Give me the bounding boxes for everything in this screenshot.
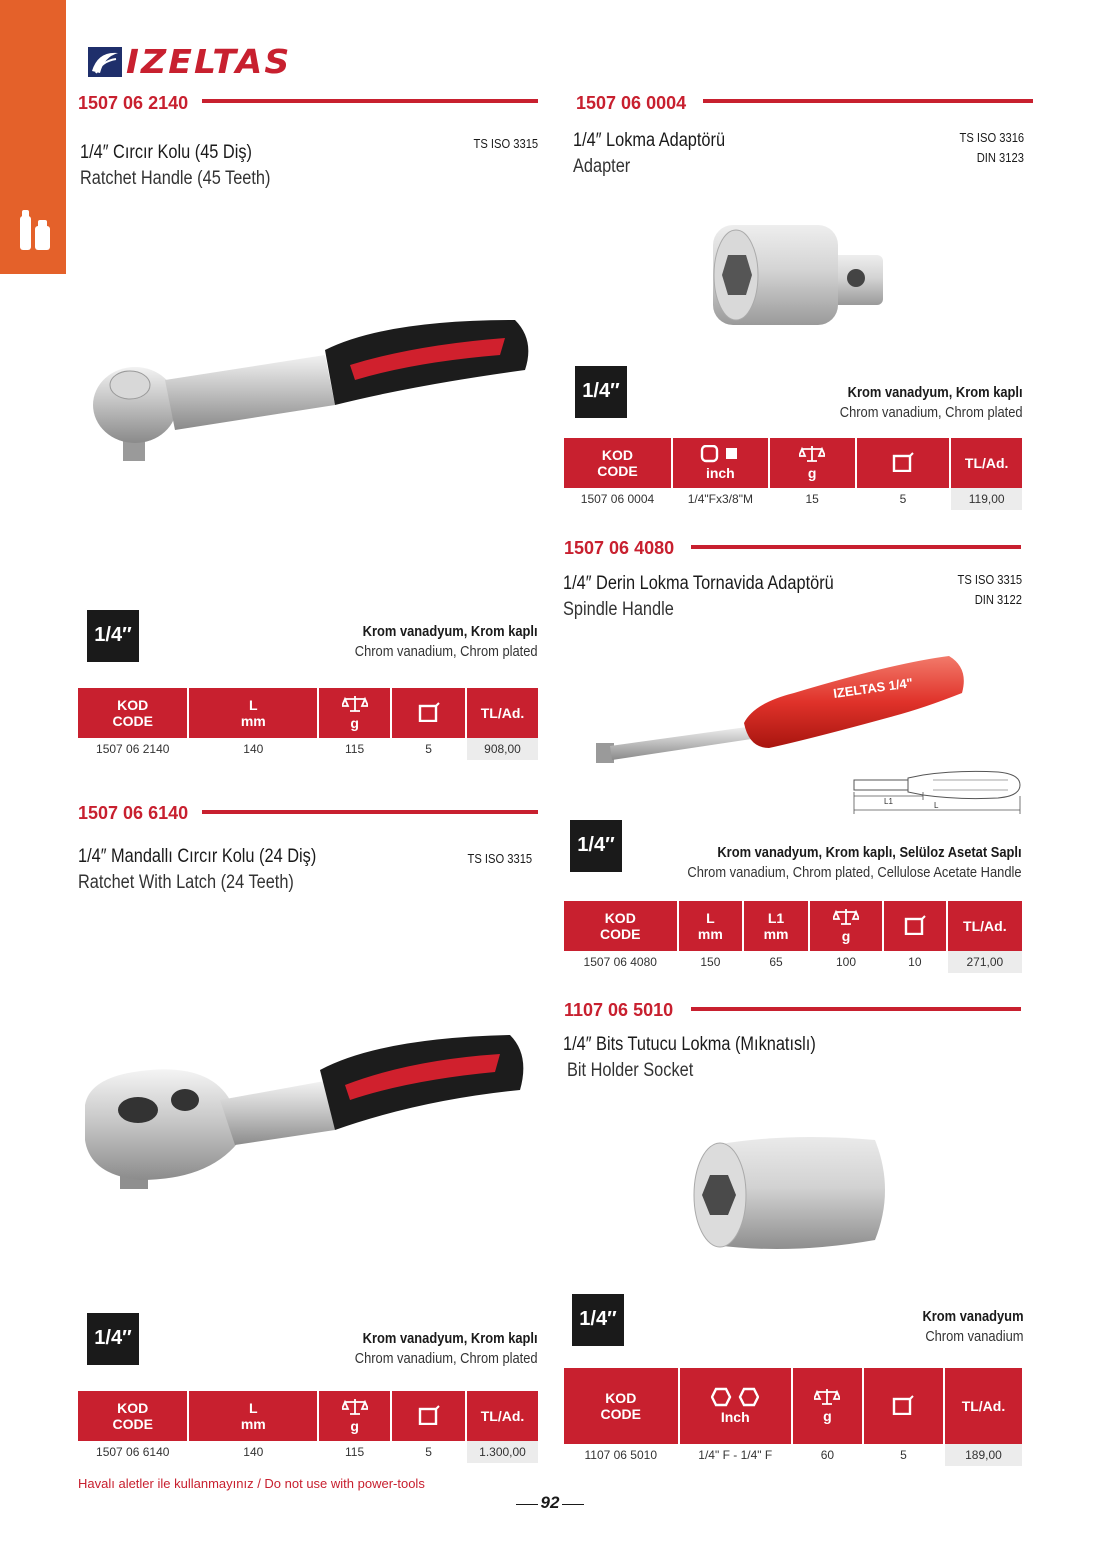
cell-package: 5 [899,492,907,506]
package-box-icon [892,1395,914,1415]
header-code: KOD CODE [78,688,187,738]
product-title-tr: 1/4″ Bits Tutucu Lokma (Mıknatıslı) [563,1034,816,1055]
header-drive: Inch [680,1368,791,1444]
product-title-tr: 1/4″ Derin Lokma Tornavida Adaptörü [563,573,834,594]
table-row [564,488,1022,510]
table-row [78,1441,538,1463]
header-code: KOD CODE [564,901,677,951]
spec-table [562,1368,1024,1466]
header-code: KOD CODE [78,1391,187,1441]
cell-code: 1507 06 0004 [580,492,655,506]
material-info [688,843,1022,883]
header-length: L mm [189,688,317,738]
cell-weight: 115 [345,742,365,756]
standard-label: TS ISO 3315 [957,572,1022,587]
product-title-en: Spindle Handle [563,599,674,620]
material-info [923,1307,1024,1347]
dimension-diagram [848,770,1024,814]
product-code-heading: 1107 06 5010 [564,1000,674,1020]
header-price: TL/Ad. [951,438,1022,488]
product-code-heading: 1507 06 4080 [564,538,675,558]
cell-package: 5 [900,1448,907,1462]
size-badge: 1/4″ [87,1313,139,1365]
header-package [884,901,946,951]
product-code-heading: 1507 06 6140 [78,803,189,823]
header-length-l1: L1 mm [744,901,808,951]
cell-weight: 100 [835,955,856,969]
header-package [857,438,950,488]
cell-length: 140 [243,742,264,756]
cell-length: 140 [243,1445,264,1459]
cell-package: 5 [425,742,432,756]
material-en: Chrom vanadium, Chrom plated [355,1350,538,1367]
material-tr: Krom vanadyum, Krom kaplı [363,1330,538,1347]
cell-code: 1107 06 5010 [584,1448,657,1462]
cell-drive: 1/4" F - 1/4" F [698,1448,773,1462]
weight-scale-icon [814,1388,840,1406]
table-row [564,951,1022,973]
spec-table [76,688,540,760]
cell-price: 189,00 [945,1444,1022,1466]
header-code: KOD CODE [564,1368,678,1444]
product-title-tr: 1/4″ Mandallı Cırcır Kolu (24 Diş) [78,846,317,867]
size-badge: 1/4″ [570,820,622,872]
header-weight: g [770,438,855,488]
size-badge: 1/4″ [87,610,139,662]
heading-rule [691,545,1021,549]
ratchet-latch-image [80,1030,530,1195]
standard-label: TS ISO 3315 [473,136,538,151]
header-length: L mm [189,1391,317,1441]
size-badge: 1/4″ [572,1294,624,1346]
header-package [864,1368,943,1444]
header-price: TL/Ad. [467,1391,538,1441]
cell-length-l1: 65 [769,955,783,969]
size-badge: 1/4″ [575,366,627,418]
handle-brand-label: IZELTAS 1/4" [832,674,914,701]
material-en: Chrom vanadium [925,1328,1024,1345]
product-title-tr: 1/4″ Lokma Adaptörü [573,130,726,151]
product-title-en: Ratchet With Latch (24 Teeth) [78,872,294,893]
heading-rule [202,810,538,814]
package-box-icon [418,1405,440,1425]
bit-holder-socket-image [690,1130,900,1260]
brand-logo: IZELTAS [126,42,292,81]
header-price: TL/Ad. [467,688,538,738]
cell-price: 1.300,00 [467,1441,538,1463]
header-code: KOD CODE [564,438,671,488]
header-weight: g [319,1391,390,1441]
cell-price: 119,00 [951,488,1022,510]
cell-price: 908,00 [467,738,538,760]
cell-code: 1507 06 6140 [96,1445,170,1459]
page-number-rule-right [562,1504,584,1505]
weight-scale-icon [833,908,859,926]
package-box-icon [418,702,440,722]
page-number: 92 [540,1493,560,1512]
heading-rule [703,99,1033,103]
material-tr: Krom vanadyum, Krom kaplı, Selüloz Asetat Saplı [717,844,1022,861]
header-weight: g [793,1368,862,1444]
spec-table [76,1391,540,1463]
material-info [355,1329,538,1369]
package-box-icon [904,915,926,935]
cell-price: 271,00 [948,951,1022,973]
cell-length: 150 [700,955,721,969]
header-length: L mm [679,901,743,951]
square-drive-icon [700,445,740,463]
heading-rule [691,1007,1021,1011]
header-weight: g [319,688,390,738]
cell-drive: 1/4"Fx3/8"M [687,492,753,506]
spindle-handle-image [594,648,974,773]
cell-code: 1507 06 4080 [583,955,657,969]
ratchet-handle-image [85,310,535,470]
standard-label: DIN 3123 [976,150,1024,165]
package-box-icon [892,452,914,472]
product-title-en: Adapter [573,156,631,177]
cell-package: 5 [425,1445,432,1459]
cell-code: 1507 06 2140 [96,742,170,756]
product-title-tr: 1/4″ Cırcır Kolu (45 Diş) [80,142,252,163]
standard-label: TS ISO 3315 [467,851,532,866]
table-row [78,738,538,760]
sockets-category-icon [18,210,52,252]
spec-table [562,901,1024,973]
header-package [392,688,465,738]
material-en: Chrom vanadium, Chrom plated [840,404,1023,421]
weight-scale-icon [342,1398,368,1416]
material-tr: Krom vanadyum [922,1308,1024,1325]
cell-weight: 15 [805,492,819,506]
adapter-image [708,210,888,335]
material-en: Chrom vanadium, Chrom plated [355,643,538,660]
product-title-en: Bit Holder Socket [567,1060,694,1081]
standard-label: TS ISO 3316 [959,130,1024,145]
cell-weight: 60 [820,1448,835,1462]
dimension-label-l1: L1 [884,797,893,806]
dimension-label-l: L [934,801,939,810]
material-tr: Krom vanadyum, Krom kaplı [848,384,1023,401]
material-info [840,383,1023,423]
product-title-en: Ratchet Handle (45 Teeth) [80,168,271,189]
header-price: TL/Ad. [948,901,1022,951]
spec-table [562,438,1024,510]
material-info [355,622,538,662]
cell-weight: 115 [345,1445,365,1459]
brand-emblem-icon [88,47,122,77]
header-price: TL/Ad. [945,1368,1022,1444]
weight-scale-icon [799,445,825,463]
header-drive: inch [673,438,768,488]
header-weight: g [810,901,882,951]
material-en: Chrom vanadium, Chrom plated, Cellulose Acetate Handle [687,864,1022,881]
material-tr: Krom vanadyum, Krom kaplı [363,623,538,640]
product-code-heading: 1507 06 2140 [78,93,189,113]
product-code-heading: 1507 06 0004 [576,93,687,113]
header-package [392,1391,465,1441]
power-tools-warning: Havalı aletler ile kullanmayınız / Do not use with power-tools [78,1476,425,1491]
table-row [564,1444,1022,1466]
standard-label: DIN 3122 [974,592,1022,607]
cell-package: 10 [908,955,922,969]
hex-drive-icon [711,1387,759,1407]
heading-rule [202,99,538,103]
weight-scale-icon [342,695,368,713]
